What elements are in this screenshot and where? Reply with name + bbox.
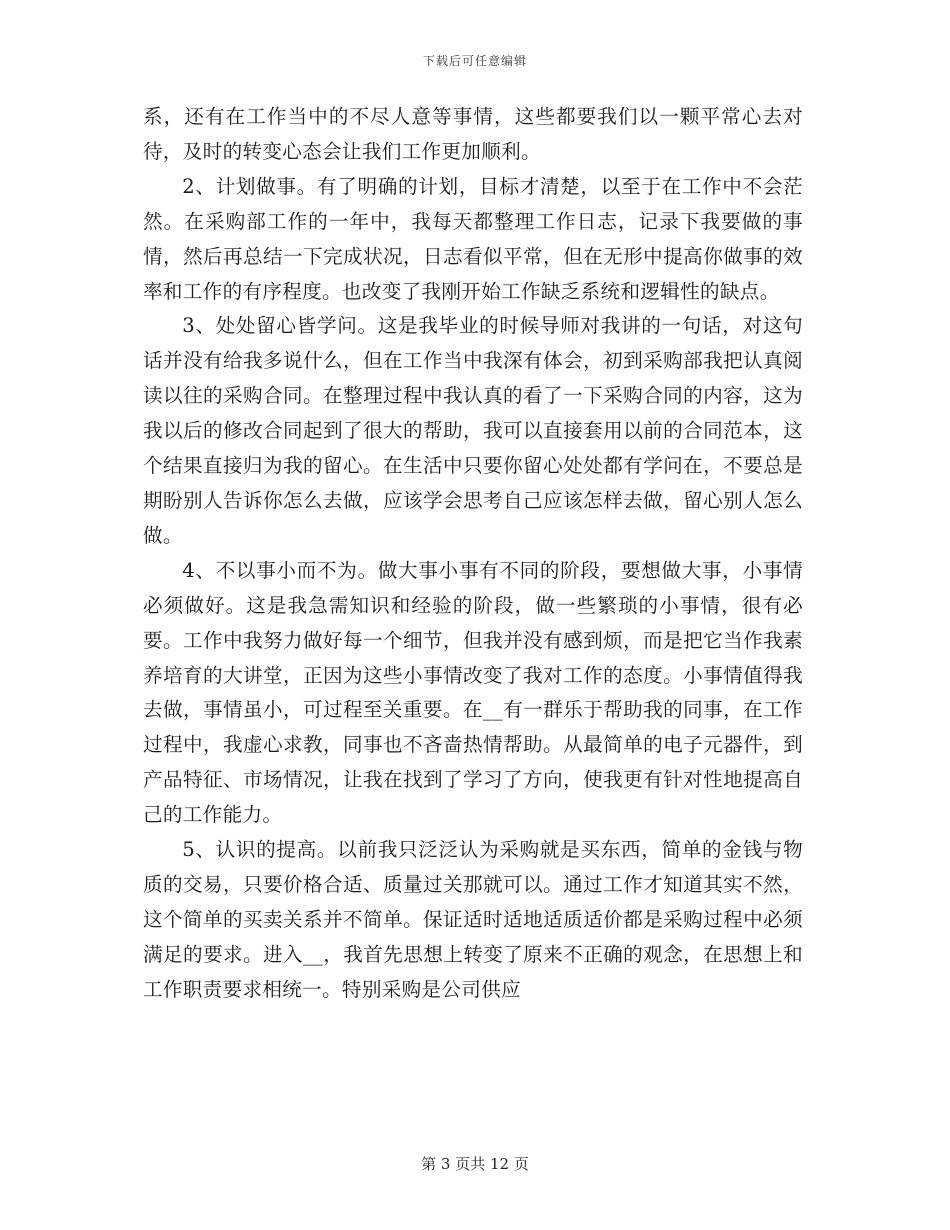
paragraph-understanding: 5、认识的提高。以前我只泛泛认为采购就是买东西，简单的金钱与物质的交易，只要价格合适、质量过关那就可以。通过工作才知道其实不然，这个简单的买卖关系并不简单。保证适时适地适质适价都是采购过程中必须满足的要求。进入__，我首先思想上转变了原来不正确的观念，在思想上和工作职责要求相统一。特别采购是公司供应 <box>143 838 803 1001</box>
paragraph-continuation: 系，还有在工作当中的不尽人意等事情，这些都要我们以一颗平常心去对待，及时的转变心态会让我们工作更加顺利。 <box>143 105 803 163</box>
paragraph-plan-work: 2、计划做事。有了明确的计划，目标才清楚，以至于在工作中不会茫然。在采购部工作的一年中，我每天都整理工作日志，记录下我要做的事情，然后再总结一下完成状况，日志看似平常，但在无形中提高你做事的效率和工作的有序程度。也改变了我刚开始工作缺乏系统和逻辑性的缺点。 <box>143 174 803 303</box>
paragraph-attention-learning: 3、处处留心皆学问。这是我毕业的时候导师对我讲的一句话，对这句话并没有给我多说什么，但在工作当中我深有体会，初到采购部我把认真阅读以往的采购合同。在整理过程中我认真的看了一下采购合同的内容，这为我以后的修改合同起到了很大的帮助，我可以直接套用以前的合同范本，这个结果直接归为我的留心。在生活中只要你留心处处都有学问在，不要总是期盼别人告诉你怎么去做，应该学会思考自己应该怎样去做，留心别人怎么做。 <box>143 314 803 547</box>
document-body <box>143 100 803 1008</box>
paragraph-small-things: 4、不以事小而不为。做大事小事有不同的阶段，要想做大事，小事情必须做好。这是我急需知识和经验的阶段，做一些繁琐的小事情，很有必要。工作中我努力做好每一个细节，但我并没有感到烦，而是把它当作我素养培育的大讲堂，正因为这些小事情改变了我对工作的态度。小事情值得我去做，事情虽小，可过程至关重要。在__有一群乐于帮助我的同事，在工作过程中，我虚心求教，同事也不吝啬热情帮助。从最简单的电子元器件，到产品特征、市场情况，让我在找到了学习了方向，使我更有针对性地提高自己的工作能力。 <box>143 558 803 827</box>
page-footer: 第 3 页共 12 页 <box>421 1155 529 1173</box>
page-header: 下载后可任意编辑 <box>422 54 527 68</box>
